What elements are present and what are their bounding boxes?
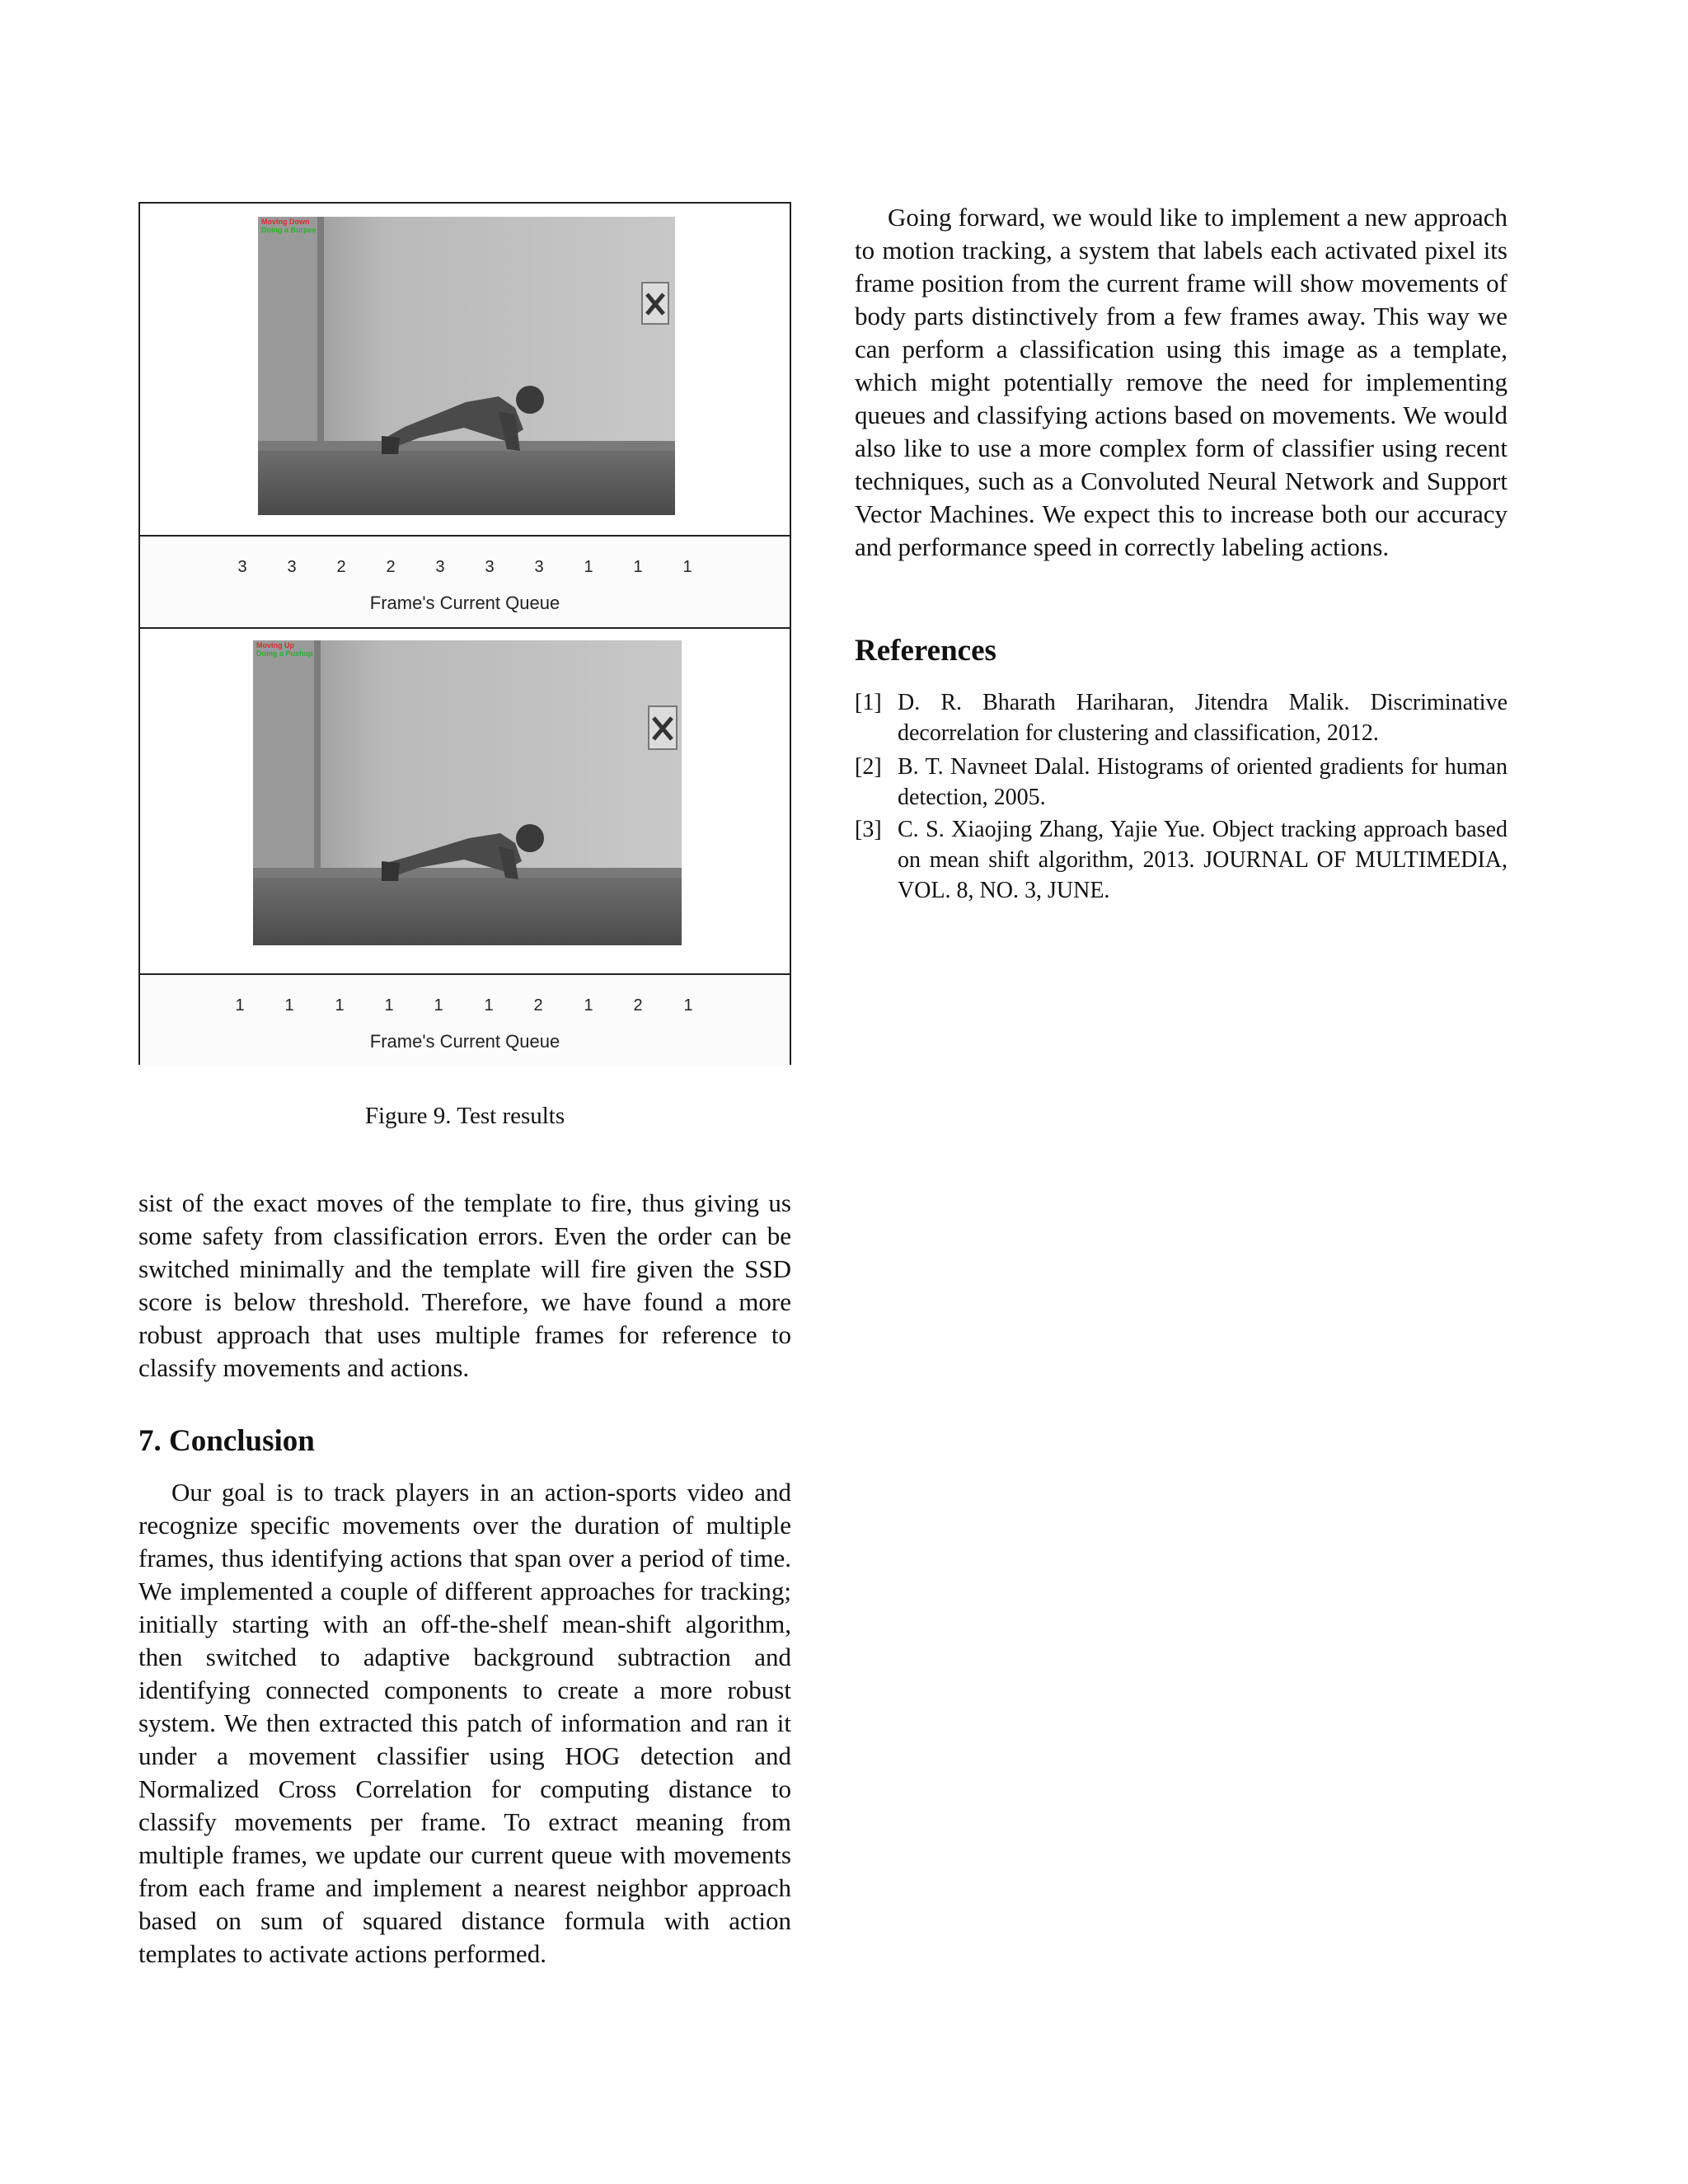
references-heading: References — [855, 634, 996, 668]
queue-row — [140, 558, 790, 579]
queue-value: 3 — [237, 558, 247, 576]
queue-value: 1 — [434, 996, 443, 1015]
queue-label: Frame's Current Queue — [369, 1031, 560, 1052]
queue-row — [140, 996, 790, 1018]
conclusion-heading: 7. Conclusion — [138, 1424, 315, 1458]
reference-number: [3] — [855, 817, 882, 842]
queue-value: 1 — [335, 996, 345, 1015]
conclusion-paragraph: Our goal is to track players in an action-sports video and recognize specific movements over the duration of multiple frames, thus identifying actions that span over a period of time. We implemented a couple of different approaches for tracking; initially starting with an off-the-shelf mean-shift algorithm, then switched to adaptive background subtraction and identifying connected components to create a more robust system. We then extracted this patch of information and ran it under a movement classifier using HOG detection and Normalized Cross Correlation for computing distance to classify movements per frame. To extract meaning from multiple frames, we update our current queue with movements from each frame and implement a nearest neighbor approach based on sum of squared distance formula with action templates to activate actions performed. — [138, 1478, 791, 1968]
bottom-queue-panel — [140, 973, 790, 1066]
top-frame-panel — [140, 204, 790, 535]
reference-item — [855, 687, 1507, 748]
queue-value: 1 — [235, 996, 245, 1015]
queue-value: 3 — [435, 558, 445, 576]
figure-caption: Figure 9. Test results — [364, 1103, 565, 1129]
queue-value: 2 — [336, 558, 346, 576]
reference-text: B. T. Navneet Dalal. Histograms of oriented gradients for human detection, 2005. — [898, 754, 1507, 810]
reference-text: C. S. Xiaojing Zhang, Yajie Yue. Object tracking approach based on mean shift algorithm, 2013. JOURNAL OF MULTIMEDIA, VOL. 8, NO. 3, JUNE. — [898, 817, 1507, 903]
bottom-frame-panel — [140, 629, 790, 975]
reference-text: D. R. Bharath Hariharan, Jitendra Malik. Discriminative decorrelation for clustering and classification, 2012. — [898, 690, 1507, 746]
figure-9 — [138, 202, 791, 1065]
queue-value: 1 — [682, 558, 692, 576]
queue-value: 1 — [384, 996, 394, 1015]
reference-item — [855, 752, 1507, 813]
top-queue-panel — [140, 535, 790, 629]
pushup-photo-top — [258, 217, 675, 515]
gym-scene-image — [258, 217, 675, 515]
reference-item — [855, 814, 1507, 906]
queue-value: 1 — [633, 558, 643, 576]
queue-value: 3 — [485, 558, 495, 576]
queue-value: 2 — [533, 996, 543, 1015]
movement-label: Moving Down — [261, 218, 310, 226]
action-label: Doing a Burpee — [261, 226, 316, 234]
queue-value: 1 — [683, 996, 693, 1015]
reference-number: [1] — [855, 690, 882, 715]
movement-label: Moving Up — [256, 641, 294, 649]
queue-value: 2 — [633, 996, 643, 1015]
queue-value: 1 — [484, 996, 494, 1015]
queue-value: 1 — [284, 996, 294, 1015]
action-label: Doing a Pushup — [256, 649, 313, 658]
queue-value: 1 — [584, 558, 593, 576]
reference-number: [2] — [855, 754, 882, 780]
continuation-paragraph: sist of the exact moves of the template to fire, thus giving us some safety from classification errors. Even the order can be switched minimally and the template will fire given the SSD score is below threshold. Therefore, we have found a more robust approach that uses multiple frames for reference to classify movements and actions. — [138, 1188, 791, 1382]
gym-scene-image — [253, 640, 682, 945]
queue-value: 1 — [584, 996, 593, 1015]
queue-value: 2 — [386, 558, 396, 576]
future-work-paragraph: Going forward, we would like to implement a new approach to motion tracking, a system that labels each activated pixel its frame position from the current frame will show movements of body parts distinctively from a few frames away. This way we can perform a classification using this image as a template, which might potentially remove the need for implementing queues and classifying actions based on movements. We would also like to use a more complex form of classifier using recent techniques, such as a Convoluted Neural Network and Support Vector Machines. We expect this to increase both our accuracy and performance speed in correctly labeling actions. — [855, 203, 1507, 561]
pushup-photo-bottom — [253, 640, 682, 945]
queue-value: 3 — [287, 558, 297, 576]
queue-value: 3 — [534, 558, 544, 576]
queue-label: Frame's Current Queue — [369, 593, 560, 613]
